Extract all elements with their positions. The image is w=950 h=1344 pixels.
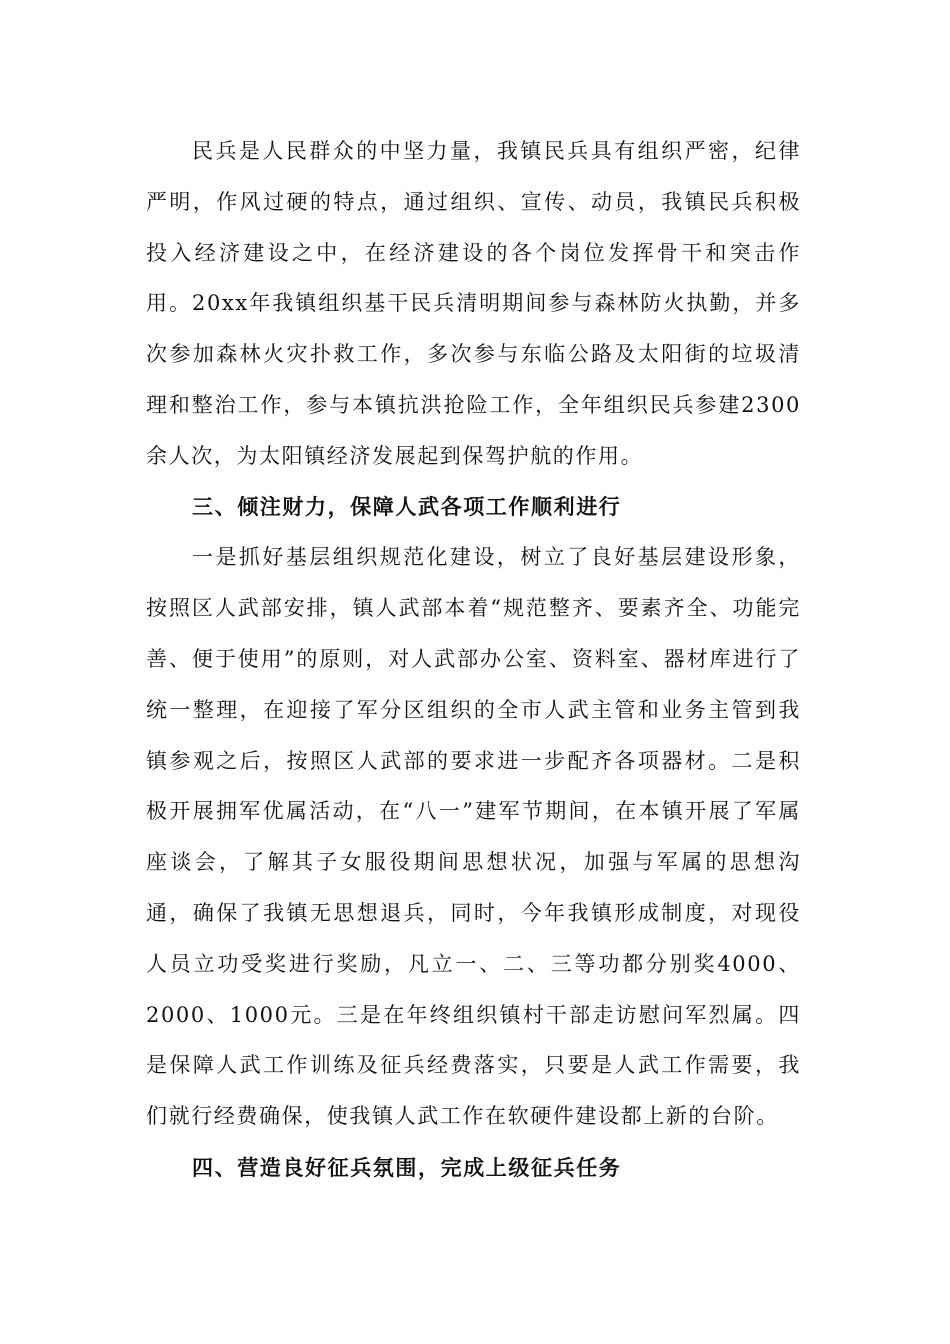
document-body: [146, 126, 801, 1194]
section-heading-4: 四、营造良好征兵氛围，完成上级征兵任务: [192, 1154, 622, 1180]
body-paragraph-militia-contribution: 民兵是人民群众的中坚力量，我镇民兵具有组织严密，纪律严明，作风过硬的特点，通过组织、宣传、动员，我镇民兵积极投入经济建设之中，在经济建设的各个岗位发挥骨干和突击作用。20xx年我镇组织基干民兵清明期间参与森林防火执勤，并多次参加森林火灾扑救工作，多次参与东临公路及太阳街的垃圾清理和整治工作，参与本镇抗洪抢险工作，全年组织民兵参建2300余人次，为太阳镇经济发展起到保驾护航的作用。: [146, 139, 801, 468]
body-paragraph-financial-support: 一是抓好基层组织规范化建设，树立了良好基层建设形象，按照区人武部安排，镇人武部本着“规范整齐、要素齐全、功能完善、便于使用”的原则，对人武部办公室、资料室、器材库进行了统一整理，在迎接了军分区组织的全市人武主管和业务主管到我镇参观之后，按照区人武部的要求进一步配齐各项器材。二是积极开展拥军优属活动，在“八一”建军节期间，在本镇开展了军属座谈会，了解其子女服役期间思想状况，加强与军属的思想沟通，确保了我镇无思想退兵，同时，今年我镇形成制度，对现役人员立功受奖进行奖励，凡立一、二、三等功都分别奖4000、2000、1000元。三是在年终组织镇村干部走访慰问军烈属。四是保障人武工作训练及征兵经费落实，只要是人武工作需要，我们就行经费确保，使我镇人武工作在软硬件建设都上新的台阶。: [146, 545, 801, 1129]
section-heading-3: 三、倾注财力，保障人武各项工作顺利进行: [192, 493, 622, 519]
